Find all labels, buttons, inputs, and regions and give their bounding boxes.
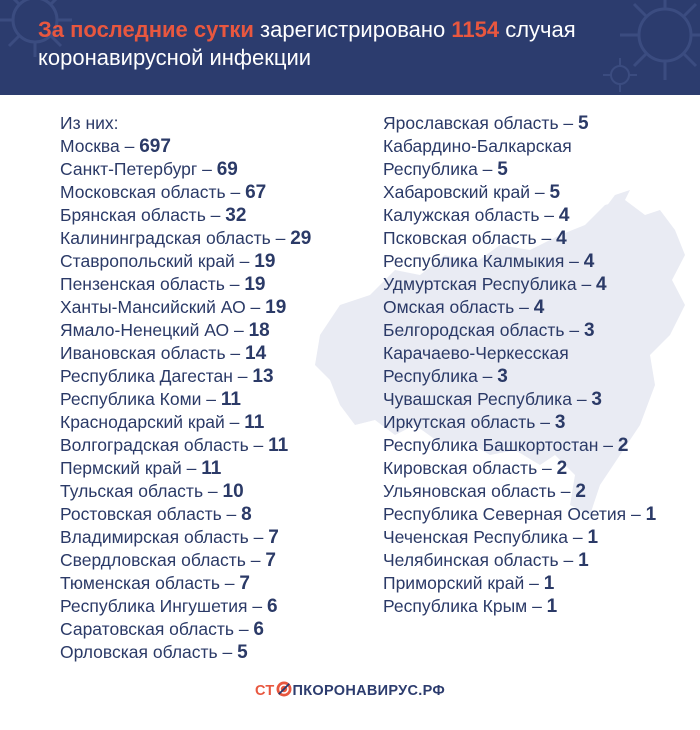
region-name: Республика Коми –	[60, 389, 221, 409]
list-item	[60, 549, 311, 572]
case-count: 4	[596, 274, 607, 295]
stopcoronavirus-logo	[0, 680, 700, 704]
case-count: 3	[584, 320, 595, 341]
region-name: Республика Калмыкия –	[383, 251, 584, 271]
case-count: 2	[556, 458, 568, 479]
list-item	[60, 319, 311, 342]
region-name: Москва –	[60, 136, 140, 156]
list-item	[383, 296, 656, 319]
case-count: 2	[575, 481, 586, 502]
list-intro: Из них:	[60, 113, 119, 133]
region-name: Республика –	[383, 366, 498, 386]
list-item	[60, 618, 311, 641]
case-count: 18	[248, 320, 270, 341]
list-item	[60, 365, 311, 388]
region-name: Кабардино-Балкарская	[383, 136, 572, 156]
case-count: 5	[549, 182, 561, 203]
region-name: Калининградская область –	[60, 228, 291, 248]
region-name: Тульская область –	[60, 481, 223, 501]
case-count: 19	[244, 274, 266, 295]
case-count: 67	[245, 182, 267, 203]
case-count: 8	[241, 504, 252, 525]
list-item	[383, 480, 656, 503]
list-item	[383, 227, 656, 250]
list-item	[60, 434, 311, 457]
case-count: 19	[254, 251, 276, 272]
case-count: 3	[591, 389, 602, 410]
header-banner	[0, 0, 700, 95]
region-name: Пензенская область –	[60, 274, 245, 294]
region-name: Иркутская область –	[383, 412, 555, 432]
case-count: 1	[543, 573, 555, 594]
case-count: 5	[237, 642, 248, 663]
list-item	[60, 227, 311, 250]
title-end: случая	[499, 17, 576, 42]
logo-text-part1: СТ	[254, 683, 275, 699]
region-name: Волгоградская область –	[60, 435, 269, 455]
region-name: Ямало-Ненецкий АО –	[60, 320, 249, 340]
region-name: Республика Ингушетия –	[60, 596, 267, 616]
region-name: Московская область –	[60, 182, 246, 202]
case-count: 14	[245, 343, 267, 364]
region-name: Ставропольский край –	[60, 251, 255, 271]
list-item	[60, 480, 311, 503]
region-name: Санкт-Петербург –	[60, 159, 217, 179]
region-name: Челябинская область –	[383, 550, 579, 570]
list-item	[60, 342, 311, 365]
region-name: Псковская область –	[383, 228, 557, 248]
list-item	[383, 503, 656, 526]
case-count: 1	[546, 596, 558, 617]
region-name: Пермский край –	[60, 458, 202, 478]
case-count: 10	[222, 481, 244, 502]
case-count: 6	[253, 619, 264, 640]
list-item	[383, 181, 656, 204]
region-name: Кировская область –	[383, 458, 557, 478]
list-item	[383, 319, 656, 342]
title-count: 1154	[451, 17, 500, 42]
list-item	[383, 595, 656, 618]
title-line2: коронавирусной инфекции	[38, 45, 312, 70]
region-name: Орловская область –	[60, 642, 238, 662]
case-count: 32	[225, 205, 247, 226]
case-count: 1	[578, 550, 589, 571]
list-item	[383, 434, 656, 457]
case-count: 5	[578, 113, 589, 134]
case-count: 4	[533, 297, 545, 318]
page-title	[38, 16, 678, 72]
region-name: Брянская область –	[60, 205, 226, 225]
region-name: Владимирская область –	[60, 527, 269, 547]
case-count: 11	[201, 458, 222, 479]
region-name: Омская область –	[383, 297, 534, 317]
logo-text-part2: ПКОРОНАВИРУС.РФ	[292, 683, 446, 699]
list-item	[60, 273, 311, 296]
case-count: 13	[252, 366, 274, 387]
list-item	[383, 273, 656, 296]
case-count: 3	[554, 412, 566, 433]
region-name: Ростовская область –	[60, 504, 242, 524]
list-item	[383, 549, 656, 572]
list-item	[60, 296, 311, 319]
list-item	[383, 365, 656, 388]
case-count: 3	[497, 366, 508, 387]
list-item	[383, 526, 656, 549]
list-item	[383, 112, 656, 135]
list-item	[383, 342, 656, 365]
list-item	[60, 250, 311, 273]
region-name: Чувашская Республика –	[383, 389, 592, 409]
list-item	[60, 595, 311, 618]
region-name: Республика Крым –	[383, 596, 547, 616]
case-count: 7	[239, 573, 250, 594]
list-item	[60, 158, 311, 181]
list-item	[60, 503, 311, 526]
list-item	[383, 204, 656, 227]
region-name: Республика Северная Осетия –	[383, 504, 646, 524]
region-name: Хабаровский край –	[383, 182, 550, 202]
regions-list-right	[383, 112, 656, 618]
region-name: Ярославская область –	[383, 113, 579, 133]
region-name: Калужская область –	[383, 205, 559, 225]
title-highlight: За последние сутки	[38, 17, 254, 42]
case-count: 19	[265, 297, 287, 318]
list-item	[60, 457, 311, 480]
list-item	[60, 641, 311, 664]
case-count: 6	[266, 596, 278, 617]
case-count: 29	[290, 228, 312, 249]
case-count: 4	[556, 228, 567, 249]
list-item	[383, 572, 656, 595]
case-count: 11	[220, 389, 241, 410]
case-count: 1	[645, 504, 657, 525]
case-count: 11	[268, 435, 289, 456]
list-item	[383, 158, 656, 181]
list-item	[383, 135, 656, 158]
region-name: Тюменская область –	[60, 573, 240, 593]
case-count: 69	[216, 159, 238, 180]
list-item	[60, 526, 311, 549]
case-count: 697	[139, 136, 171, 157]
list-item	[60, 388, 311, 411]
case-count: 4	[583, 251, 595, 272]
region-name: Республика Дагестан –	[60, 366, 253, 386]
case-count: 5	[497, 159, 508, 180]
region-name: Карачаево-Черкесская	[383, 343, 569, 363]
list-item	[60, 204, 311, 227]
region-name: Белгородская область –	[383, 320, 584, 340]
regions-list-left	[60, 112, 311, 664]
region-name: Саратовская область –	[60, 619, 254, 639]
region-name: Ханты-Мансийский АО –	[60, 297, 266, 317]
case-count: 4	[558, 205, 570, 226]
case-count: 7	[268, 527, 279, 548]
case-count: 11	[244, 412, 265, 433]
list-item	[60, 181, 311, 204]
virus-stop-icon	[275, 680, 293, 698]
region-name: Приморский край –	[383, 573, 544, 593]
region-name: Краснодарский край –	[60, 412, 245, 432]
list-item	[60, 135, 311, 158]
case-count: 7	[265, 550, 276, 571]
list-item	[383, 457, 656, 480]
region-name: Свердловская область –	[60, 550, 266, 570]
list-item	[60, 572, 311, 595]
region-name: Удмуртская Республика –	[383, 274, 597, 294]
title-mid: зарегистрировано	[253, 17, 452, 42]
region-name: Республика Башкортостан –	[383, 435, 618, 455]
region-name: Ульяновская область –	[383, 481, 576, 501]
list-item	[383, 250, 656, 273]
region-name: Ивановская область –	[60, 343, 246, 363]
case-count: 1	[587, 527, 599, 548]
region-name: Чеченская Республика –	[383, 527, 588, 547]
list-item	[383, 388, 656, 411]
case-count: 2	[617, 435, 629, 456]
list-item	[383, 411, 656, 434]
region-name: Республика –	[383, 159, 498, 179]
list-item	[60, 411, 311, 434]
